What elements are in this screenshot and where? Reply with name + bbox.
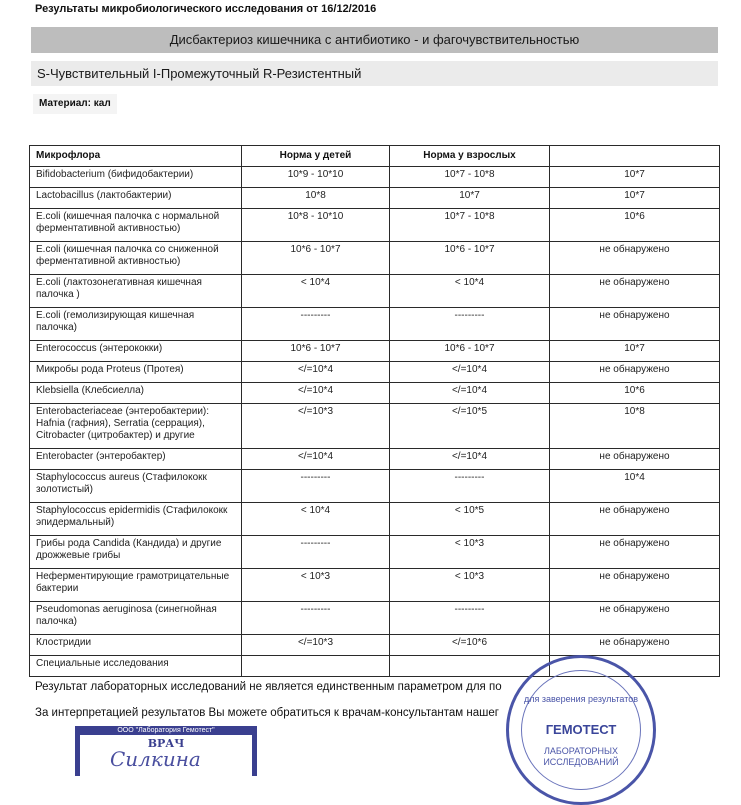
table-row	[30, 569, 720, 602]
table-row	[30, 167, 720, 188]
children-norm-cell: </=10*4	[242, 362, 390, 383]
children-norm-cell: 10*6 - 10*7	[242, 242, 390, 275]
adult-norm-cell	[390, 656, 550, 677]
children-norm-cell: 10*9 - 10*10	[242, 167, 390, 188]
microflora-cell: E.coli (кишечная палочка с нормальной ферментативной активностью)	[30, 209, 242, 242]
lab-seal-top-text: для заверения результатов	[523, 694, 639, 704]
doctor-signature: Силкина	[110, 747, 201, 771]
adult-norm-cell: 10*6 - 10*7	[390, 242, 550, 275]
adult-norm-cell: < 10*3	[390, 569, 550, 602]
adult-norm-cell: </=10*6	[390, 635, 550, 656]
lab-seal-bottom-text: ЛАБОРАТОРНЫХ ИССЛЕДОВАНИЙ	[543, 746, 619, 767]
table-row	[30, 362, 720, 383]
children-norm-cell	[242, 656, 390, 677]
children-norm-cell: </=10*4	[242, 449, 390, 470]
material-label: Материал: кал	[33, 94, 117, 114]
table-row	[30, 341, 720, 362]
result-cell: не обнаружено	[550, 275, 720, 308]
microflora-cell: Staphylococcus aureus (Стафилококк золотистый)	[30, 470, 242, 503]
adult-norm-cell: 10*7 - 10*8	[390, 209, 550, 242]
children-norm-cell: ---------	[242, 470, 390, 503]
col-header-adult-norm: Норма у взрослых	[390, 146, 550, 167]
lab-seal-logo: ГЕМОТЕСТ	[545, 722, 617, 737]
children-norm-cell: </=10*3	[242, 404, 390, 449]
result-cell: не обнаружено	[550, 536, 720, 569]
adult-norm-cell: 10*6 - 10*7	[390, 341, 550, 362]
adult-norm-cell: 10*7 - 10*8	[390, 167, 550, 188]
table-row	[30, 470, 720, 503]
lab-seal	[506, 655, 656, 805]
children-norm-cell: < 10*3	[242, 569, 390, 602]
result-cell: не обнаружено	[550, 362, 720, 383]
result-cell: 10*4	[550, 470, 720, 503]
result-cell: 10*6	[550, 209, 720, 242]
children-norm-cell: ---------	[242, 308, 390, 341]
results-table	[29, 145, 720, 677]
result-cell: 10*8	[550, 404, 720, 449]
test-name-bar: Дисбактериоз кишечника с антибиотико - и фагочувствительностью	[31, 27, 718, 53]
result-cell: 10*6	[550, 383, 720, 404]
adult-norm-cell: </=10*4	[390, 449, 550, 470]
table-row	[30, 536, 720, 569]
microflora-cell: E.coli (кишечная палочка со сниженной ферментативной активностью)	[30, 242, 242, 275]
children-norm-cell: 10*6 - 10*7	[242, 341, 390, 362]
microflora-cell: Enterobacter (энтеробактер)	[30, 449, 242, 470]
table-row	[30, 275, 720, 308]
adult-norm-cell: ---------	[390, 602, 550, 635]
microflora-cell: Специальные исследования	[30, 656, 242, 677]
result-cell: не обнаружено	[550, 242, 720, 275]
result-cell: 10*7	[550, 167, 720, 188]
children-norm-cell: ---------	[242, 536, 390, 569]
microflora-cell: E.coli (лактозонегативная кишечная палочка )	[30, 275, 242, 308]
table-row	[30, 503, 720, 536]
microflora-cell: E.coli (гемолизирующая кишечная палочка)	[30, 308, 242, 341]
col-header-result	[550, 146, 720, 167]
result-cell: не обнаружено	[550, 503, 720, 536]
disclaimer-line-1: Результат лабораторных исследований не является единственным параметром для по	[35, 681, 502, 693]
children-norm-cell: 10*8	[242, 188, 390, 209]
disclaimer-line-2: За интерпретацией результатов Вы можете обратиться к врачам-консультантам нашег	[35, 707, 499, 719]
microflora-cell: Микробы рода Proteus (Протея)	[30, 362, 242, 383]
children-norm-cell: ---------	[242, 602, 390, 635]
table-row	[30, 404, 720, 449]
result-cell: не обнаружено	[550, 449, 720, 470]
table-row	[30, 602, 720, 635]
microflora-cell: Staphylococcus epidermidis (Стафилококк эпидермальный)	[30, 503, 242, 536]
microflora-cell: Enterobacteriaceae (энтеробактерии): Hafnia (гафния), Serratia (серрация), Citrobacter (цитробактер) и другие	[30, 404, 242, 449]
doctor-stamp-org: ООО "Лаборатория Гемотест"	[80, 726, 252, 735]
col-header-children-norm: Норма у детей	[242, 146, 390, 167]
col-header-microflora: Микрофлора	[30, 146, 242, 167]
microflora-cell: Enterococcus (энтерококки)	[30, 341, 242, 362]
adult-norm-cell: < 10*5	[390, 503, 550, 536]
children-norm-cell: 10*8 - 10*10	[242, 209, 390, 242]
children-norm-cell: </=10*4	[242, 383, 390, 404]
microflora-cell: Lactobacillus (лактобактерии)	[30, 188, 242, 209]
children-norm-cell: < 10*4	[242, 275, 390, 308]
table-row	[30, 188, 720, 209]
microflora-cell: Клостридии	[30, 635, 242, 656]
legend-text: S-Чувствительный I-Промежуточный R-Резистентный	[37, 66, 362, 81]
table-row	[30, 635, 720, 656]
table-row	[30, 209, 720, 242]
table-header-row	[30, 146, 720, 167]
result-cell: не обнаружено	[550, 635, 720, 656]
children-norm-cell: </=10*3	[242, 635, 390, 656]
microflora-cell: Klebsiella (Клебсиелла)	[30, 383, 242, 404]
table-row	[30, 449, 720, 470]
microflora-cell: Bifidobacterium (бифидобактерии)	[30, 167, 242, 188]
result-cell: не обнаружено	[550, 569, 720, 602]
adult-norm-cell: < 10*4	[390, 275, 550, 308]
adult-norm-cell: </=10*5	[390, 404, 550, 449]
result-cell: 10*7	[550, 341, 720, 362]
sensitivity-legend	[31, 61, 718, 86]
result-cell: не обнаружено	[550, 602, 720, 635]
children-norm-cell: < 10*4	[242, 503, 390, 536]
microflora-cell: Pseudomonas aeruginosa (синегнойная палочка)	[30, 602, 242, 635]
adult-norm-cell: </=10*4	[390, 362, 550, 383]
adult-norm-cell: 10*7	[390, 188, 550, 209]
adult-norm-cell: ---------	[390, 308, 550, 341]
table-row	[30, 242, 720, 275]
adult-norm-cell: < 10*3	[390, 536, 550, 569]
table-row	[30, 383, 720, 404]
result-cell: не обнаружено	[550, 308, 720, 341]
adult-norm-cell: ---------	[390, 470, 550, 503]
adult-norm-cell: </=10*4	[390, 383, 550, 404]
doctor-stamp-title: ВРАЧ	[147, 737, 185, 750]
result-cell: 10*7	[550, 188, 720, 209]
doctor-stamp	[75, 726, 257, 776]
microflora-cell: Неферментирующие грамотрицательные бактерии	[30, 569, 242, 602]
microflora-cell: Грибы рода Candida (Кандида) и другие дрожжевые грибы	[30, 536, 242, 569]
table-row	[30, 308, 720, 341]
report-title: Результаты микробиологического исследования от 16/12/2016	[35, 3, 377, 15]
